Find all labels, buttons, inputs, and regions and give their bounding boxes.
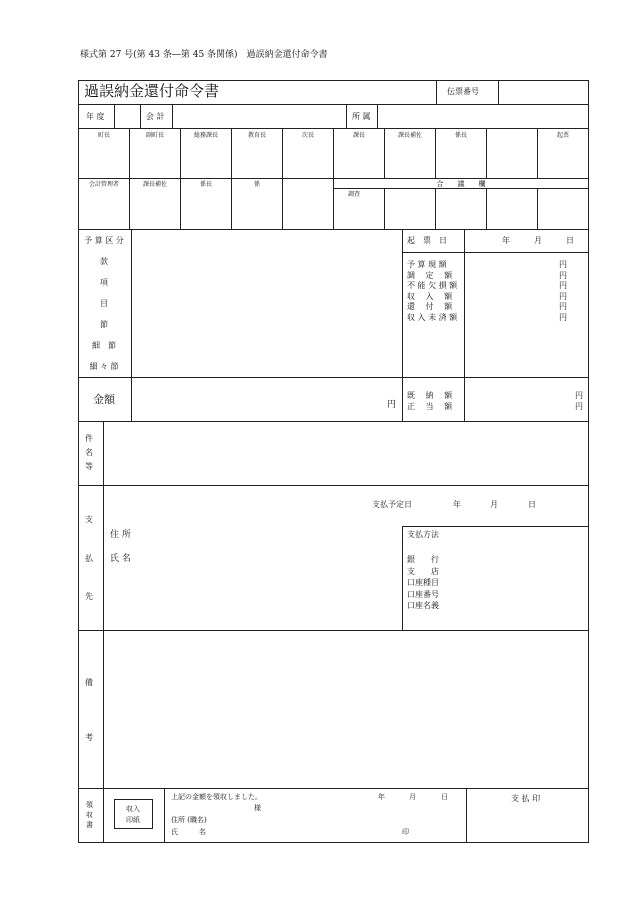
assessed-amount-label: 調 定 額 bbox=[407, 270, 453, 280]
amount-label: 金額 bbox=[93, 393, 115, 406]
approval-row2-staff: 係 bbox=[253, 181, 261, 188]
receipt-text: 上記の金額を領収しました。 bbox=[171, 793, 262, 801]
fiscal-year-label: 年 度 bbox=[86, 112, 105, 121]
approval-deputy-director: 次長 bbox=[301, 132, 315, 139]
approval-row2-assistant-chief: 課長補佐 bbox=[142, 181, 168, 188]
budget-category-label: 予 算 区 分 bbox=[84, 236, 124, 245]
consultation-label: 合 議 欄 bbox=[436, 180, 486, 188]
correct-amount-label: 正 当 額 bbox=[407, 402, 453, 411]
approval-section-chief: 課長 bbox=[352, 132, 366, 139]
approval-general-affairs-chief: 総務課長 bbox=[193, 132, 219, 139]
yen-unit: 円 bbox=[575, 391, 583, 400]
approval-accounting-manager: 会計管理者 bbox=[88, 181, 120, 188]
bank-label: 銀 行 bbox=[407, 555, 439, 564]
receipt-address-label: 住所 (職名) bbox=[171, 816, 207, 824]
yen-unit: 円 bbox=[559, 291, 567, 301]
approval-drafter: 起票 bbox=[556, 132, 570, 139]
uncollectible-amount-label: 不 能 欠 損 額 bbox=[407, 281, 458, 291]
refund-amount-label: 還 付 額 bbox=[407, 302, 453, 312]
approval-deputy-mayor: 副町長 bbox=[145, 132, 165, 139]
revenue-stamp-label: 収入 印紙 bbox=[126, 805, 140, 824]
form-title: 過誤納金還付命令書 bbox=[84, 82, 220, 100]
yen-unit: 円 bbox=[559, 302, 567, 312]
payment-method-list bbox=[407, 554, 439, 612]
paid-due-labels bbox=[407, 390, 452, 412]
department-label: 所 属 bbox=[352, 112, 371, 121]
inspection-label: 調査 bbox=[348, 191, 361, 198]
payee-name-label: 氏 名 bbox=[110, 554, 131, 564]
yen-unit: 円 bbox=[559, 312, 567, 322]
account-type-label: 口座種目 bbox=[407, 578, 439, 588]
budget-kou-label: 項 bbox=[100, 278, 108, 287]
account-holder-label: 口座名義 bbox=[407, 601, 439, 611]
budget-saisetsu-label: 細 節 bbox=[92, 341, 116, 350]
branch-label: 支 店 bbox=[407, 566, 439, 576]
receipt-month: 月 bbox=[409, 793, 416, 801]
scheduled-day: 日 bbox=[528, 500, 536, 509]
budget-current-label: 予 算 現 額 bbox=[407, 260, 447, 269]
receipt-seal-mark: 印 bbox=[402, 828, 409, 836]
receipt-name-label: 氏 名 bbox=[171, 828, 206, 836]
remarks-label-bottom: 考 bbox=[85, 733, 93, 742]
draft-date-month: 月 bbox=[534, 236, 542, 245]
scheduled-month: 月 bbox=[490, 500, 498, 509]
unpaid-amount-label: 収 入 未 済 額 bbox=[407, 312, 458, 322]
remarks-label-top: 備 bbox=[85, 678, 93, 687]
payee-label-1: 支 bbox=[85, 515, 93, 524]
budget-saisaisetsu-label: 細 々 節 bbox=[89, 362, 119, 371]
account-label: 会 計 bbox=[146, 112, 165, 121]
approval-superintendent: 教育長 bbox=[247, 132, 267, 139]
yen-unit: 円 bbox=[559, 260, 567, 269]
already-paid-label: 既 納 額 bbox=[407, 391, 453, 400]
approval-assistant-chief: 課長補佐 bbox=[397, 132, 423, 139]
subject-label: 件 名 等 bbox=[85, 434, 93, 471]
yen-unit: 円 bbox=[575, 402, 583, 411]
yen-unit: 円 bbox=[559, 270, 567, 280]
budget-amount-labels bbox=[407, 260, 457, 324]
payee-address-label: 住 所 bbox=[110, 530, 131, 540]
receipt-label: 領 収 書 bbox=[86, 801, 93, 829]
budget-yen-column bbox=[559, 260, 567, 324]
receipt-day: 日 bbox=[441, 793, 448, 801]
draft-date-label: 起 票 日 bbox=[407, 236, 447, 245]
received-amount-label: 収 入 額 bbox=[407, 291, 453, 301]
form-number: 様式第 27 号(第 43 条―第 45 条関係) 過誤納金還付命令書 bbox=[80, 50, 328, 60]
paid-due-yen bbox=[575, 390, 583, 412]
amount-yen-unit: 円 bbox=[387, 400, 397, 410]
draft-date-day: 日 bbox=[566, 236, 574, 245]
approval-row2-unit-chief: 係長 bbox=[199, 181, 213, 188]
payment-method-title: 支払方法 bbox=[407, 530, 439, 539]
receipt-sama: 様 bbox=[254, 804, 261, 812]
budget-kan-label: 款 bbox=[100, 257, 108, 266]
draft-date-year: 年 bbox=[502, 236, 510, 245]
payee-label-2: 払 bbox=[85, 554, 93, 563]
approval-unit-chief: 係長 bbox=[454, 132, 468, 139]
scheduled-payment-label: 支払予定日 bbox=[372, 500, 412, 509]
yen-unit: 円 bbox=[559, 281, 567, 291]
scheduled-year: 年 bbox=[453, 500, 461, 509]
approval-mayor: 町長 bbox=[97, 132, 111, 139]
payee-label-3: 先 bbox=[85, 592, 93, 601]
receipt-year: 年 bbox=[378, 793, 385, 801]
payment-seal-label: 支 払 印 bbox=[511, 794, 541, 803]
slip-number-label: 伝票番号 bbox=[447, 87, 479, 96]
account-number-label: 口座番号 bbox=[407, 589, 439, 599]
budget-moku-label: 目 bbox=[100, 299, 108, 308]
budget-setsu-label: 節 bbox=[100, 320, 108, 329]
